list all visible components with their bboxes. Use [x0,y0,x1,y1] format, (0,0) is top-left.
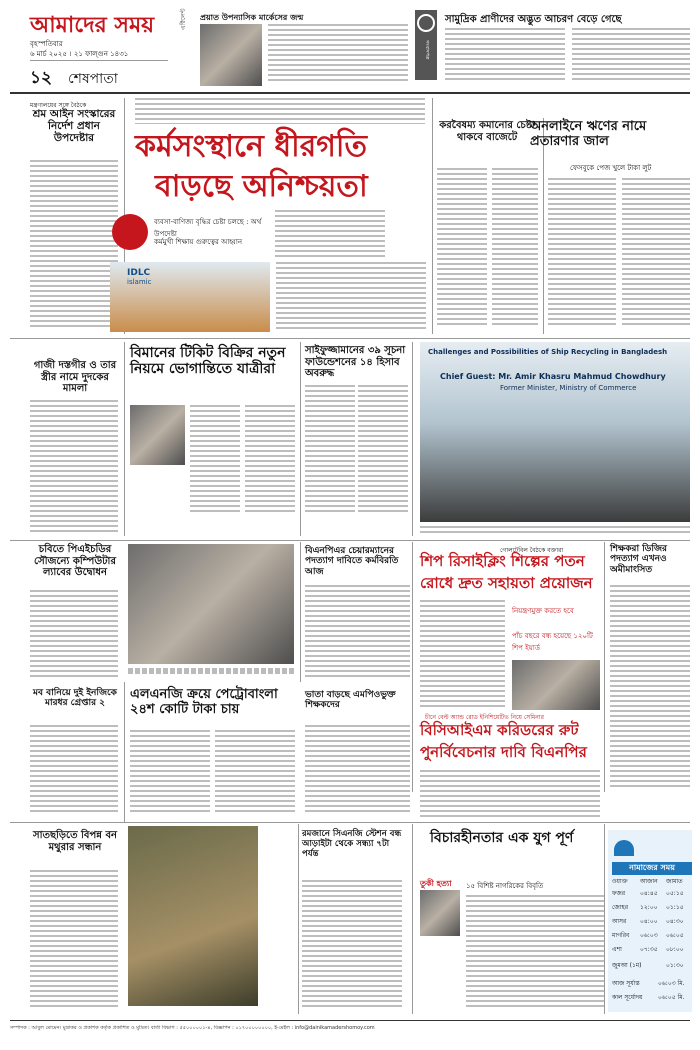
headline-ramadan[interactable]: রমজানে সিএনজি স্টেশন বন্ধ আড়াইটা থেকে সন্ধ্যা ৭টা পর্যন্ত [302,829,402,859]
prayer-col-jamaat: জামাত [666,878,683,885]
prayer-jummah [612,960,692,971]
prayer-title: নামাজের সময় [612,862,692,875]
seminar-banner: Challenges and Possibilities of Ship Recycling in Bangladesh [428,348,668,356]
bcim-kicker: চীনে বেল্ট অ্যান্ড রোড ইনিশিয়েটিভ নিয়ে সেমিনার [425,714,544,721]
top-story-headline[interactable]: প্রয়াত উপন্যাসিক মার্কেসের জন্ম [200,13,304,22]
headline-gazi[interactable]: গাজী দস্তগীর ও তার স্ত্রীর নামে দুদকের মামলা [33,360,117,394]
tuki-photo [420,890,460,936]
prayer-col-waqt: ওয়াক্ত [612,878,628,885]
headline-chittagong[interactable]: চবিতে পিএইচডির সৌজন্যে কম্পিউটার ল্যাবের উদ্বোধন [34,544,116,578]
idlc-brand: IDLC [127,268,151,278]
rotated-tag: এক্টিলেন্ট [180,8,187,30]
headline-bnp-resign[interactable]: বিএনপিএর চেয়ারম্যানের পদত্যাগ দাবিতে কর্মবিরতি আজ [305,546,399,577]
trial-sub: ১৫ বিশিষ্ট নাগরিকের বিবৃতি [466,882,544,890]
headline-rab[interactable]: মব বানিয়ে দুই ইনজিকে মারধর গ্রেপ্তার ২ [33,688,117,709]
prayer-jamaat: ০৮:০০ [666,946,684,953]
tuki-label: তুকী হত্যা [420,879,452,888]
prayer-row [612,944,692,955]
idlc-brand-sub: islamic [127,278,152,286]
prayer-jamaat: ০১:১৫ [666,904,684,911]
prayer-name: এশা [612,946,622,953]
page-name: শেষপাতা [68,71,118,87]
prayer-jamaat: ০৬:০৫ [666,932,684,939]
prayer-name: জোহর [612,904,628,911]
jummah-time: ০১:৩০ [666,962,684,969]
bcim-headline-1[interactable]: বিসিআইএম করিডরের রুট [420,721,579,739]
prayer-jamaat: ০৫:১৫ [666,890,684,897]
top-right-tag: সংবাদপত্র [424,40,430,60]
headline-ticket[interactable]: বিমানের টিকিট বিক্রির নতুন নিয়মে ভোগান্তিতে যাত্রীরা [130,345,286,378]
seminar-photo [420,342,690,522]
main-headline-line1[interactable]: কর্মসংস্থানে ধীরগতি [135,129,367,164]
sunrise-time: ০৬:০৫ মি. [658,994,685,1001]
prayer-row [612,916,692,927]
prayer-row [612,902,692,913]
headline-saifur[interactable]: সাইফুজ্জামানের ৩৯ সূচনা ফাউন্ডেশনের ১৪ হিসাব অবরুদ্ধ [305,345,406,379]
marquez-photo [200,24,262,86]
prayer-azan: ১২:০০ [640,904,658,911]
kicker-labour: মন্ত্রণালয়ের সঙ্গে বৈঠকে [30,102,87,109]
headline-labour-law[interactable]: শ্রম আইন সংস্কারের নির্দেশ প্রধান উপদেষ্টার [32,108,116,145]
masthead-day: বৃহস্পতিবার [30,40,63,48]
lab-opening-photo [128,544,294,664]
top-right-headline[interactable]: সামুদ্রিক প্রাণীদের অদ্ভুত আচরণ বেড়ে গেছে [445,14,622,25]
bcim-headline-2[interactable]: পুনর্বিবেচনার দাবি বিএনপির [420,743,587,761]
sunset-time: ০৬:০৩ মি. [658,980,685,987]
prayer-azan: ০৭:৩৫ [640,946,658,953]
headline-satchari[interactable]: সাতছড়িতে বিপন্ন বন মথুরার সন্ধান [32,830,117,853]
headline-online-loan[interactable]: অনলাইনে ঋণের নামে প্রতারণার জাল [530,119,647,149]
headline-teacher[interactable]: শিক্ষকরা ডিজির পদত্যাগ এখনও অমীমাংসিত [610,544,667,575]
prayer-row [612,888,692,899]
prayer-name: মাগরিব [612,932,630,939]
seminar-chief: Chief Guest: Mr. Amir Khasru Mahmud Chowdhury [440,372,666,381]
headline-trial[interactable]: বিচারহীনতার এক যুগ পূর্ণ [430,830,574,846]
ship-bullet-1: নিয়ন্ত্রণমুক্ত করতে হবে [512,607,574,615]
ship-headline-2[interactable]: রোধে দ্রুত সহায়তা প্রয়োজন [420,574,593,592]
main-headline-line2[interactable]: বাড়ছে অনিশ্চয়তা [155,169,368,204]
airplane-photo [130,405,185,465]
ship-headline-1[interactable]: শিপ রিসাইক্লিং শিল্পের পতন [420,552,585,570]
prayer-name: আসর [612,918,627,925]
sunrise-label: কাল সূর্যোদয় [612,994,643,1001]
ship-kicker: গোলটেবিল বৈঠকে বক্তারা [500,547,564,554]
jummah-label: জুমআ (১ম) [612,962,642,969]
masthead-date: ৬ মার্চ ২০২৫ । ২১ ফাল্গুন ১৪৩১ [30,50,129,58]
page-number: ১২ [30,68,53,88]
masthead [0,0,700,92]
headline-online-loan-sub: ফেসবুকে পেজ খুলে টাকা লুট [570,164,652,172]
bird-photo [128,826,258,1006]
ship-bullet-2: পাঁচ বছরে বন্ধ হয়েছে ১২০টি শিপ ইয়ার্ড [512,632,593,652]
main-sub2: কর্মমুখী শিক্ষায় গুরুত্বের আহ্বান [154,238,243,246]
prayer-row [612,930,692,941]
prayer-azan: ০৬:০৩ [640,932,658,939]
headline-tax[interactable]: করবৈষম্য কমানোর চেষ্টা থাকবে বাজেটে [439,120,535,143]
footer-imprint: সম্পাদক : আবুল মোমেন। মুদ্রাকর ও প্রকাশক কর্তৃক প্রকাশিত ও মুদ্রিত। বার্তা বিভাগ : ৫৫০০০০০১-৪, বিজ্ঞাপন : ০১৭০০০০০০০০, ই-মেইল : info@dainikamadershomoy.com [10,1025,375,1031]
headline-allowance[interactable]: ভাতা বাড়ছে এমপিওভুক্ত শিক্ষকদের [305,690,396,711]
ship-photo [512,660,600,710]
prayer-azan: ০৪:০০ [640,918,658,925]
prayer-azan: ০৪:৪৫ [640,890,658,897]
prayer-jamaat: ০৪:৩০ [666,918,684,925]
main-sub1: ব্যবসা-বাণিজ্য বৃদ্ধির চেষ্টা চলছে : অর্থ উপদেষ্টা [154,218,262,238]
prayer-sunset [612,978,692,989]
prayer-name: ফজর [612,890,626,897]
sunset-label: আজ সূর্যাস্ত [612,980,640,987]
masthead-logo[interactable]: আমাদের সময় [30,12,155,38]
headline-lng[interactable]: এলএনজি ক্রয়ে পেট্রোবাংলা ২৪শ কোটি টাকা চায় [130,687,278,717]
employment-icon [112,214,148,250]
seminar-former: Former Minister, Ministry of Commerce [500,384,637,392]
prayer-col-azan: আজান [640,878,658,885]
microscope-icon [417,14,435,32]
mosque-icon [614,840,634,856]
prayer-sunrise [612,992,692,1003]
